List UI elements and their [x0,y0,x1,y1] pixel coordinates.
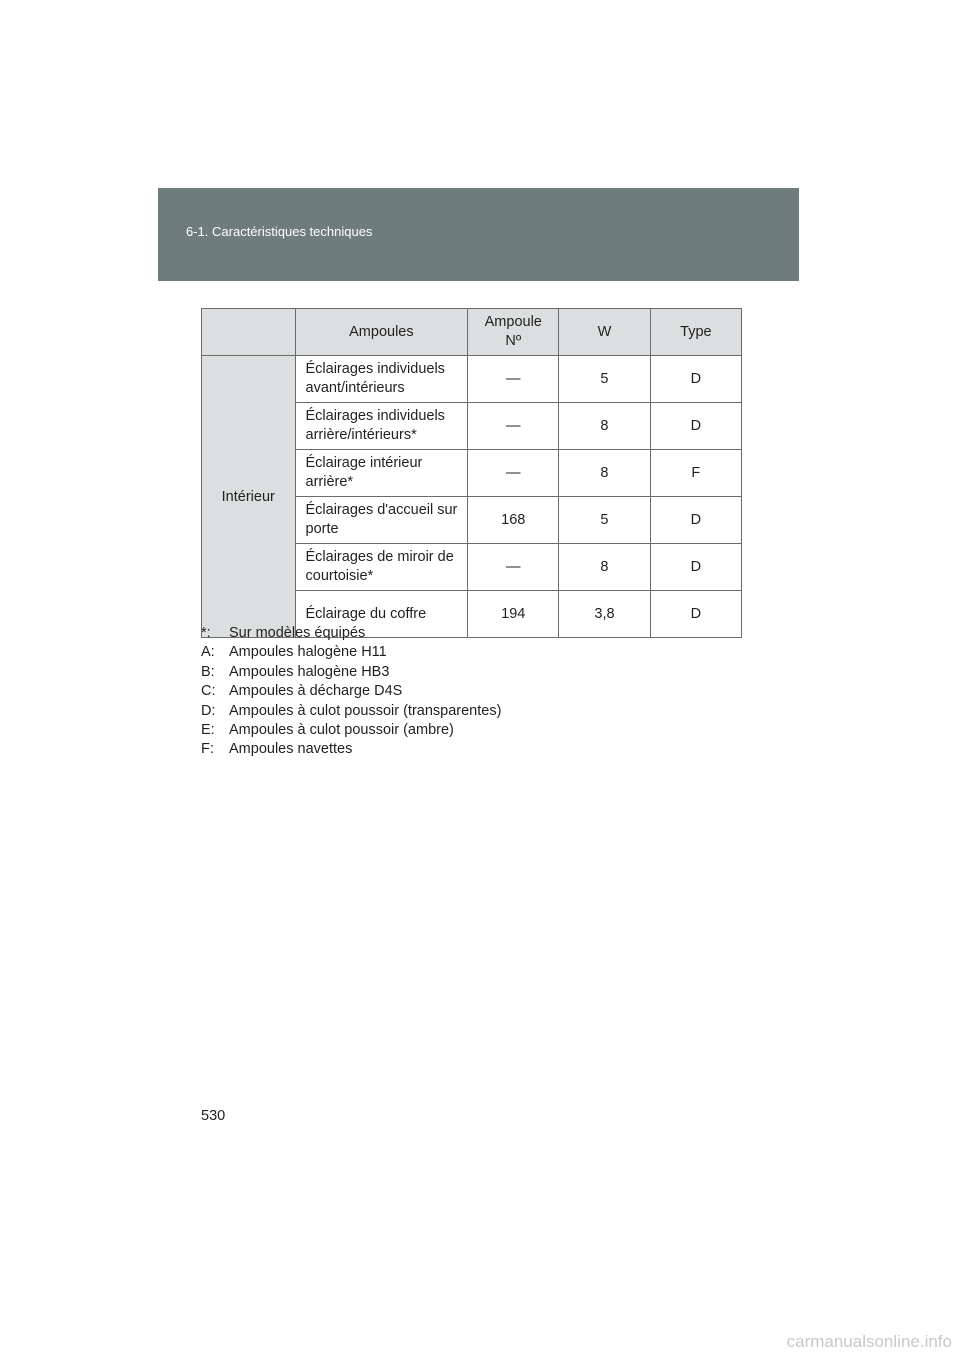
footnote-text: Ampoules halogène HB3 [229,663,390,680]
bulb-name: Éclairages individuels arrière/intérieurs* [295,403,468,450]
bulb-name: Éclairage du coffre [295,591,468,638]
category-cell: Intérieur [202,356,296,638]
bulb-name: Éclairages d'accueil sur porte [295,497,468,544]
footnote-key: B: [201,663,215,680]
footnote [201,702,501,721]
footnote [201,624,501,643]
footnote [201,643,501,662]
footnote-key: A: [201,644,215,661]
section-title: 6-1. Caractéristiques techniques [186,224,373,239]
footnote-key: *: [201,625,211,641]
footnote-key: C: [201,683,216,700]
footnote [201,740,501,759]
bulb-watt: 3,8 [559,591,651,638]
section-header-band [158,188,799,281]
footnote-text: Sur modèles équipés [229,625,366,641]
bulb-type: D [650,544,741,591]
footnote-key: D: [201,702,216,719]
bulb-watt: 5 [559,356,651,403]
bulb-name: Éclairage intérieur arrière* [295,450,468,497]
bulb-name: Éclairages individuels avant/intérieurs [295,356,468,403]
footnote-text: Ampoules à culot poussoir (ambre) [229,722,454,739]
bulb-number: — [468,544,559,591]
table-row [202,356,742,403]
footnote-text: Ampoules navettes [229,741,353,758]
bulb-watt: 5 [559,497,651,544]
footnote [201,682,501,701]
header-category [202,309,296,356]
header-bulb-no: Ampoule Nº [468,309,559,356]
page-number: 530 [201,1108,226,1124]
table-header-row [202,309,742,356]
bulb-table [201,308,742,638]
bulb-number: 194 [468,591,559,638]
watermark: carmanualsonline.info [786,1332,952,1351]
bulb-type: D [650,591,741,638]
footnote-key: F: [201,741,214,758]
header-type: Type [650,309,741,356]
bulb-number: — [468,450,559,497]
footnote-text: Ampoules à culot poussoir (transparentes) [229,702,502,719]
header-bulbs: Ampoules [295,309,468,356]
bulb-number: — [468,403,559,450]
footnote [201,663,501,682]
bulb-type: D [650,497,741,544]
footnote-text: Ampoules à décharge D4S [229,683,403,700]
bulb-type: D [650,356,741,403]
bulb-type: F [650,450,741,497]
bulb-type: D [650,403,741,450]
bulb-number: — [468,356,559,403]
footnote-key: E: [201,722,215,739]
footnotes [201,624,501,760]
bulb-watt: 8 [559,450,651,497]
bulb-number: 168 [468,497,559,544]
bulb-name: Éclairages de miroir de courtoisie* [295,544,468,591]
footnote [201,721,501,740]
footnote-text: Ampoules halogène H11 [229,644,387,661]
bulb-watt: 8 [559,544,651,591]
header-watt: W [559,309,651,356]
bulb-watt: 8 [559,403,651,450]
